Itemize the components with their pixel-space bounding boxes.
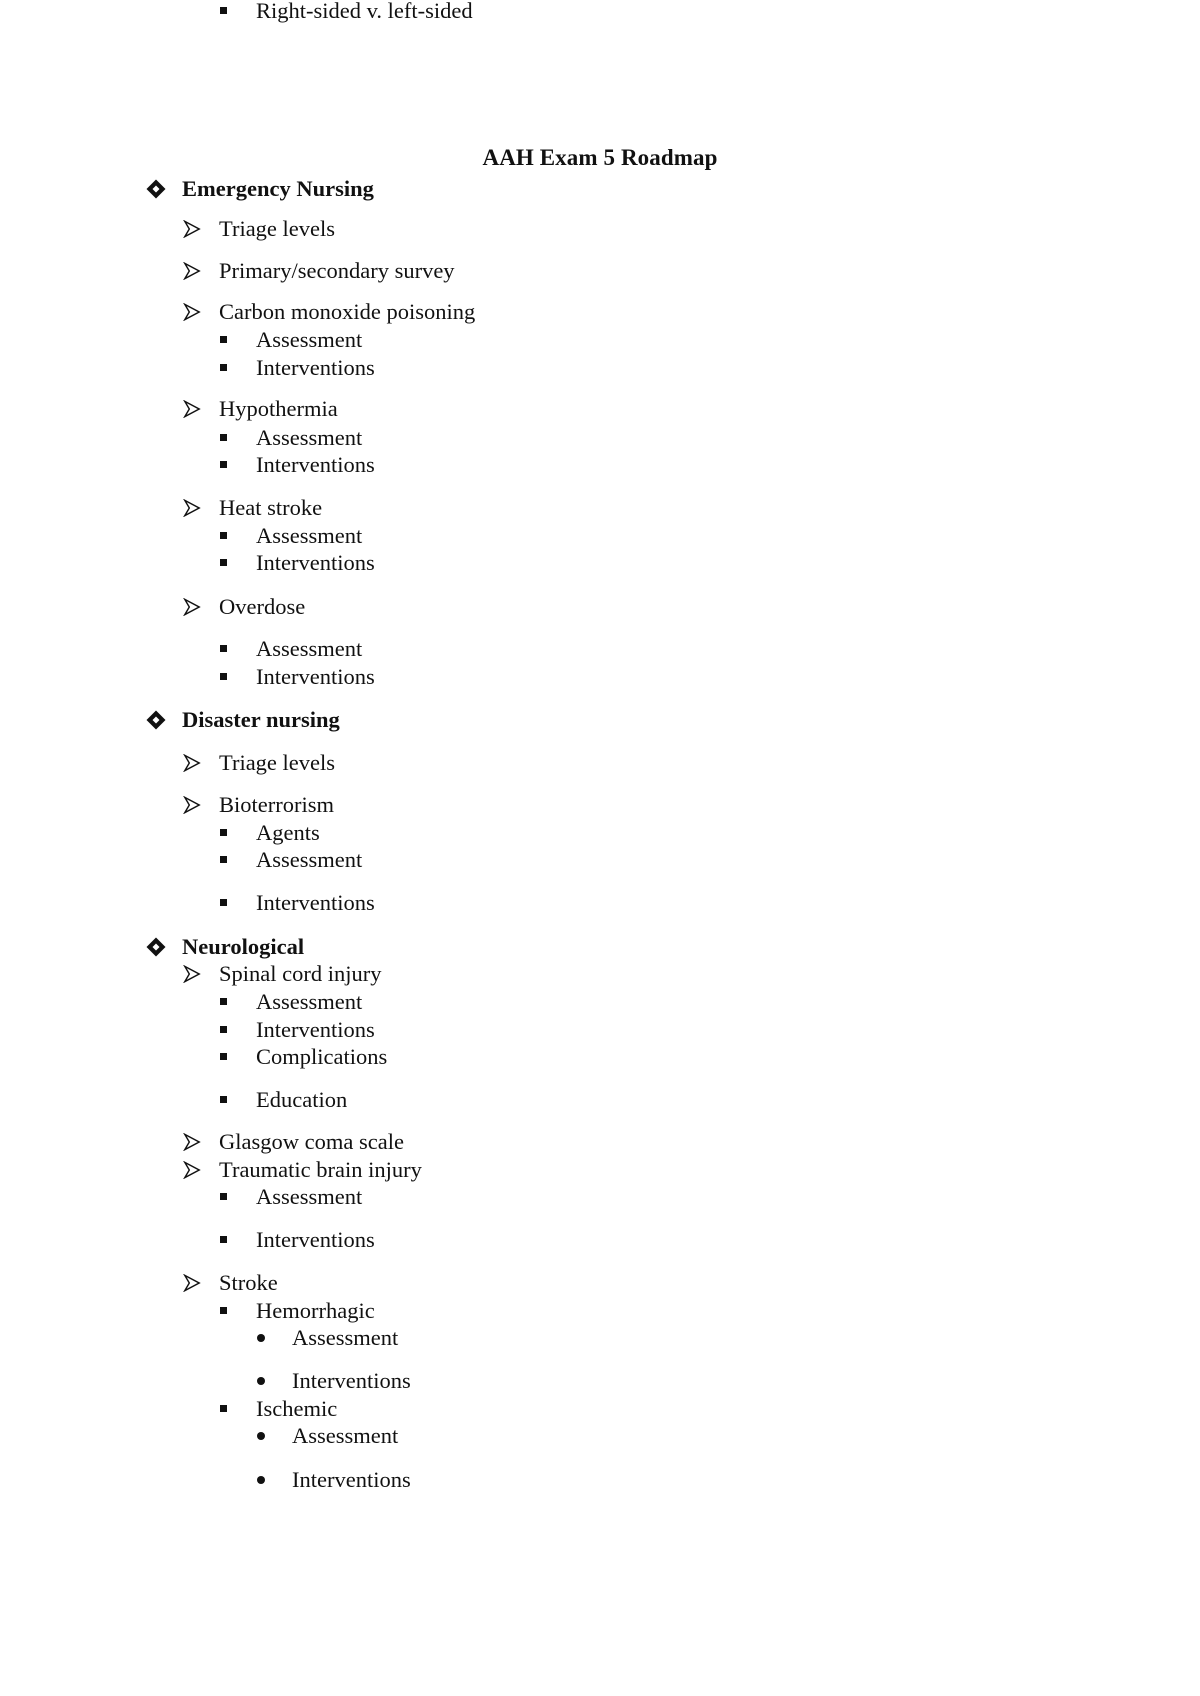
dot-bullet-icon [257, 1334, 265, 1342]
section-heading [182, 936, 304, 959]
square-bullet-icon [220, 1307, 227, 1314]
subtopic-item-label: Interventions [256, 452, 375, 477]
diamond-bullet-icon [146, 710, 166, 730]
subtopic-item-label: Hemorrhagic [256, 1298, 375, 1323]
topic-item [219, 497, 322, 520]
section-heading-label: Emergency Nursing [182, 176, 374, 201]
subtopic-item [256, 991, 362, 1014]
square-bullet-icon [220, 7, 227, 14]
arrow-bullet-icon [183, 598, 201, 616]
square-bullet-icon [220, 645, 227, 652]
square-bullet-icon [220, 364, 227, 371]
square-bullet-icon [220, 461, 227, 468]
square-bullet-icon [220, 1236, 227, 1243]
subtopic-item [256, 892, 375, 915]
square-bullet-icon [220, 336, 227, 343]
subtopic-item-label: Interventions [256, 664, 375, 689]
detail-item [292, 1327, 398, 1350]
topic-item-label: Glasgow coma scale [219, 1129, 404, 1154]
topic-item-label: Triage levels [219, 750, 336, 775]
topic-item [219, 1272, 278, 1295]
square-bullet-icon [220, 559, 227, 566]
topic-item-label: Primary/secondary survey [219, 258, 455, 283]
subtopic-item-label: Assessment [256, 989, 363, 1014]
square-bullet-icon [220, 532, 227, 539]
subtopic-item-label: Interventions [256, 1227, 375, 1252]
topic-item [219, 301, 475, 324]
arrow-bullet-icon [183, 965, 201, 983]
arrow-bullet-icon [183, 754, 201, 772]
subtopic-item [256, 1186, 362, 1209]
subtopic-item-label: Ischemic [256, 1396, 338, 1421]
dot-bullet-icon [257, 1476, 265, 1484]
subtopic-item [256, 427, 362, 450]
arrow-bullet-icon [183, 796, 201, 814]
detail-item [292, 1425, 398, 1448]
detail-item [292, 1370, 411, 1393]
subtopic-item-label: Assessment [256, 847, 363, 872]
subtopic-item [256, 552, 375, 575]
square-bullet-icon [220, 998, 227, 1005]
square-bullet-icon [220, 434, 227, 441]
subtopic-item-label: Interventions [256, 890, 375, 915]
subtopic-item-label: Interventions [256, 550, 375, 575]
detail-item-label: Interventions [292, 1368, 411, 1393]
document-title: AAH Exam 5 Roadmap [482, 145, 718, 170]
topic-item-label: Stroke [219, 1270, 278, 1295]
topic-item-label: Spinal cord injury [219, 961, 382, 986]
subtopic-item-label: Assessment [256, 425, 363, 450]
square-bullet-icon [220, 1026, 227, 1033]
topic-item-label: Carbon monoxide poisoning [219, 299, 476, 324]
topic-item-label: Hypothermia [219, 396, 338, 421]
subtopic-item [256, 1019, 375, 1042]
section-heading [182, 709, 340, 732]
subtopic-item [256, 1229, 375, 1252]
arrow-bullet-icon [183, 262, 201, 280]
detail-item [292, 1469, 411, 1492]
topic-item-label: Heat stroke [219, 495, 323, 520]
subtopic-item-label: Agents [256, 820, 320, 845]
subtopic-item [256, 638, 362, 661]
subtopic-item [256, 822, 320, 845]
subtopic-item [256, 454, 375, 477]
topic-item-label: Bioterrorism [219, 792, 334, 817]
detail-item-label: Assessment [292, 1325, 399, 1350]
subtopic-item [256, 329, 362, 352]
subtopic-item [256, 0, 473, 23]
topic-item [219, 1131, 404, 1154]
subtopic-item-label: Complications [256, 1044, 388, 1069]
subtopic-item-label: Interventions [256, 355, 375, 380]
subtopic-item-label: Assessment [256, 523, 363, 548]
section-heading-label: Disaster nursing [182, 707, 340, 732]
square-bullet-icon [220, 1405, 227, 1412]
arrow-bullet-icon [183, 499, 201, 517]
topic-item [219, 218, 335, 241]
topic-item [219, 1159, 422, 1182]
subtopic-item [256, 1300, 375, 1323]
subtopic-item [256, 525, 362, 548]
square-bullet-icon [220, 856, 227, 863]
topic-item-label: Overdose [219, 594, 306, 619]
arrow-bullet-icon [183, 303, 201, 321]
topic-item-label: Triage levels [219, 216, 336, 241]
square-bullet-icon [220, 829, 227, 836]
topic-item [219, 752, 335, 775]
topic-item [219, 596, 305, 619]
topic-item-label: Traumatic brain injury [219, 1157, 422, 1182]
subtopic-item-label: Education [256, 1087, 348, 1112]
diamond-bullet-icon [146, 937, 166, 957]
topic-item [219, 963, 381, 986]
section-heading [182, 178, 374, 201]
square-bullet-icon [220, 899, 227, 906]
subtopic-item [256, 1089, 347, 1112]
arrow-bullet-icon [183, 1161, 201, 1179]
arrow-bullet-icon [183, 400, 201, 418]
section-heading-label: Neurological [182, 934, 305, 959]
topic-item [219, 398, 338, 421]
dot-bullet-icon [257, 1432, 265, 1440]
arrow-bullet-icon [183, 1274, 201, 1292]
subtopic-item-label: Right-sided v. left-sided [256, 0, 473, 23]
arrow-bullet-icon [183, 1133, 201, 1151]
square-bullet-icon [220, 1193, 227, 1200]
subtopic-item [256, 849, 362, 872]
detail-item-label: Interventions [292, 1467, 411, 1492]
subtopic-item [256, 666, 375, 689]
subtopic-item-label: Assessment [256, 636, 363, 661]
subtopic-item [256, 1046, 387, 1069]
subtopic-item-label: Interventions [256, 1017, 375, 1042]
diamond-bullet-icon [146, 179, 166, 199]
dot-bullet-icon [257, 1377, 265, 1385]
subtopic-item [256, 1398, 337, 1421]
subtopic-item-label: Assessment [256, 327, 363, 352]
topic-item [219, 260, 455, 283]
square-bullet-icon [220, 1053, 227, 1060]
subtopic-item [256, 357, 375, 380]
square-bullet-icon [220, 673, 227, 680]
topic-item [219, 794, 334, 817]
detail-item-label: Assessment [292, 1423, 399, 1448]
subtopic-item-label: Assessment [256, 1184, 363, 1209]
arrow-bullet-icon [183, 220, 201, 238]
square-bullet-icon [220, 1096, 227, 1103]
